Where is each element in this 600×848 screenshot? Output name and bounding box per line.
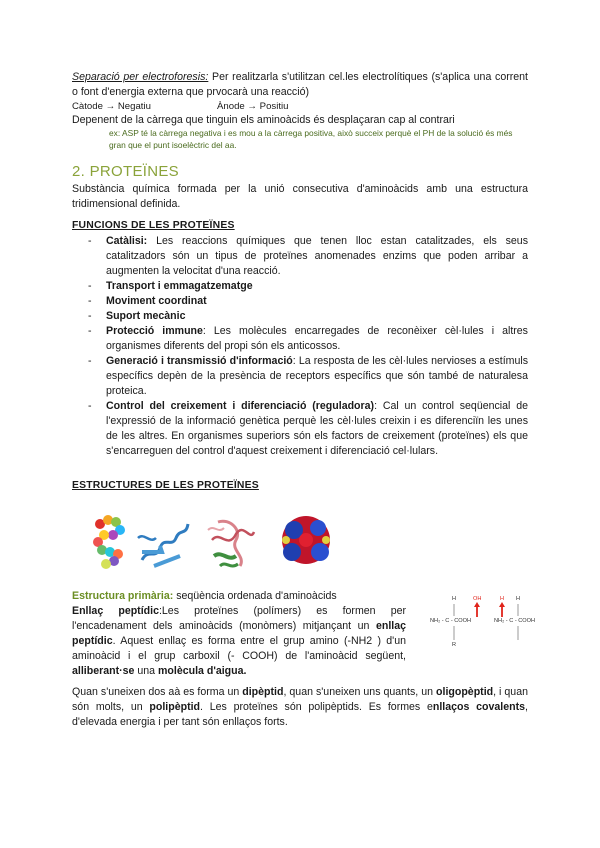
- list-item: - Catàlisi: Les reaccions químiques que tenen lloc estan catalitzades, els seus catalitzadors són un tipus de proteïnes anomenades enzims que poden arribar a augmenten la velocitat d'una reacció.: [88, 235, 528, 277]
- anode-label: Ànode → Positiu: [217, 101, 289, 112]
- catode-label: Càtode → Negatiu: [72, 101, 151, 112]
- depenent-text: Depenent de la càrrega que tinguin els aminoàcids és desplaçaran cap al contrari: [72, 114, 455, 126]
- secondary-structure-image: [138, 524, 188, 566]
- quaternary-structure-image: [282, 516, 330, 564]
- estructures-heading: ESTRUCTURES DE LES PROTEÏNES: [72, 480, 259, 491]
- tertiary-structure-image: [208, 521, 254, 566]
- list-item: - Protecció immune: Les molècules encarregades de reconèixer cèl·lules i altres organismes diferents del propi són els anticossos.: [88, 325, 528, 352]
- electroforesis-text: Per realitzarla s'utilitzan cel.les electrolítiques (s'aplica una corrent o font d'energia externa que prvocarà una reacció): [72, 71, 528, 98]
- electroforesis-note: ex: ASP té la càrrega negativa i es mou a la càrrega positiva, això succeix perquè el PH de la solució és més gran que el punt isoelèctric del aa.: [109, 128, 513, 150]
- electroforesis-paragraph: [72, 70, 528, 100]
- list-item: - Suport mecànic: [88, 310, 186, 322]
- primary-structure-image: [93, 515, 125, 569]
- electroforesis-title: Separació per electroforesis:: [72, 71, 209, 83]
- final-paragraph: Quan s'uneixen dos aà es forma un dipèptid, quan s'uneixen uns quants, un oligopèptid, i quan són molts, un polipèptid. Les proteïnes són polipèptids. Es formes enllaços covalents, d'elevada energia i per tant són enllaços forts.: [72, 686, 528, 728]
- list-item: - Transport i emmagatzematge: [88, 280, 253, 292]
- enllac-peptidic-paragraph: Enllaç peptídic:Les proteïnes (polímers) es formen per l'encadenament dels aminoàcids (monòmers) mitjançant un enllaç peptídic. Aquest enllaç es forma entre el grup amino (-NH2 ) d'un aminoàcid i el grup carboxil (- COOH) de l'aminoàcid següent, alliberant·se una molècula d'aigua.: [72, 605, 407, 677]
- protein-structures-figure: [80, 510, 360, 574]
- estructura-primaria-label: Estructura primària:: [72, 590, 174, 602]
- protein-structures-illustration: [80, 510, 360, 574]
- list-item: - Moviment coordinat: [88, 295, 207, 307]
- funcions-heading: FUNCIONS DE LES PROTEÏNES: [72, 220, 235, 231]
- list-item: - Generació i transmissió d'informació: La resposta de les cèl·lules nervioses a estímuls específics depèn de la presència de receptors específics que són també de naturalesa proteica.: [88, 355, 529, 397]
- estructura-primaria: Estructura primària: seqüència ordenada d'aminoàcids: [72, 590, 337, 602]
- proteines-intro: Substància química formada per la unió consecutiva d'aminoàcids amb una estructura tridimensional definida.: [72, 183, 528, 210]
- proteines-heading: 2. PROTEÏNES: [72, 163, 179, 180]
- peptide-bond-diagram: H OH H H NH₂ - C - COOH NH₂ - C - COOH R: [430, 592, 550, 652]
- funcions-list: [88, 234, 528, 459]
- list-item: - Control del creixement i diferenciació (reguladora): Cal un control seqüencial de l'expressió de la informació genètica perquè les cèl·lules creixin i es diferenciïn les unes de les altres. En organismes superiors són els factors de creixement (proteïnes) els que s'encarreguen del control d'aquest creixement i diferenciació cel·lulars.: [88, 400, 528, 457]
